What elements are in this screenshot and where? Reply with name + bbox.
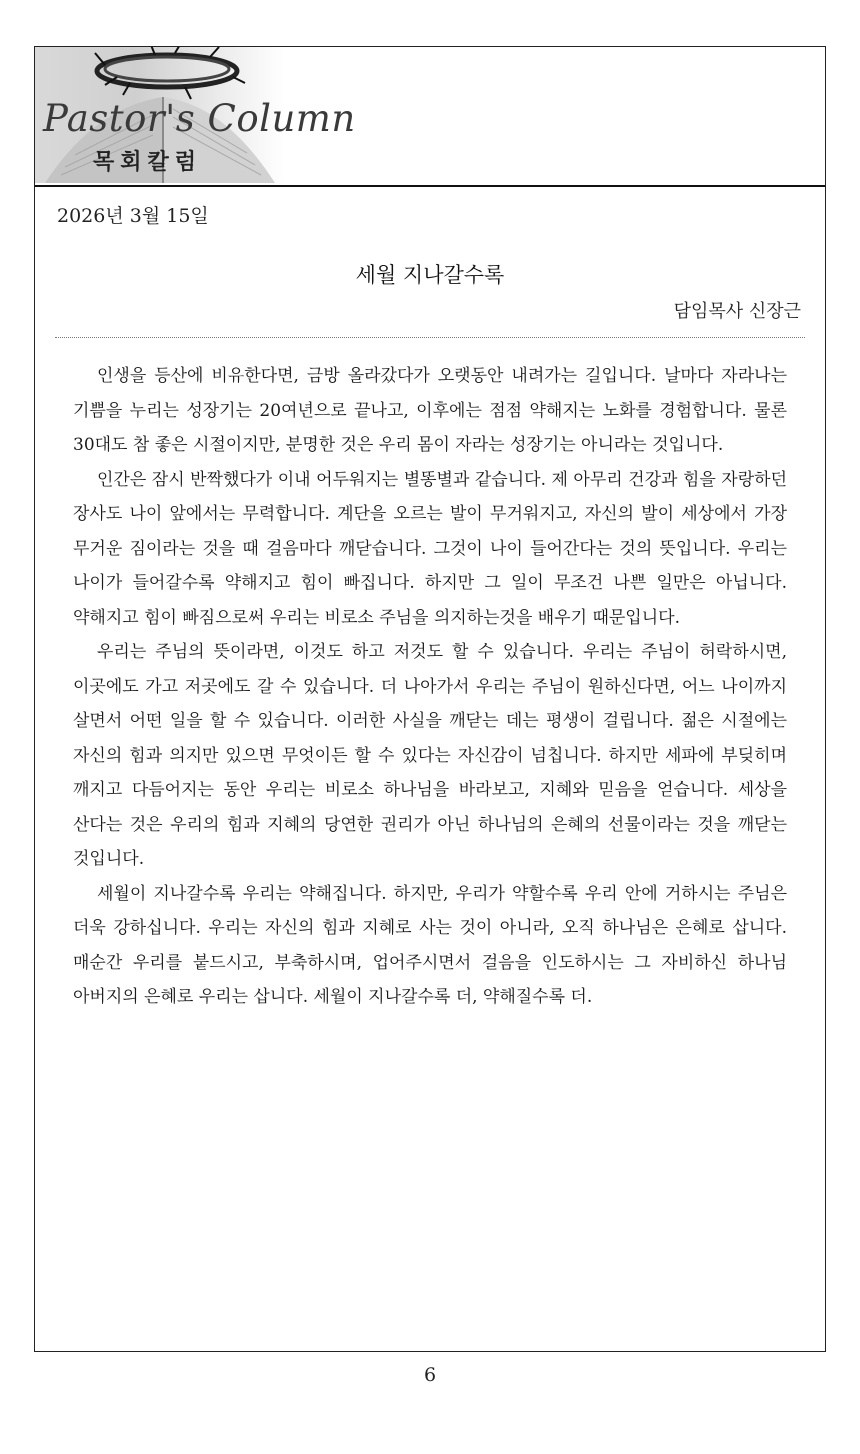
column-title-ko: 목회칼럼 bbox=[93, 150, 203, 175]
article-body bbox=[73, 359, 787, 1015]
paragraph: 인간은 잠시 반짝했다가 이내 어두워지는 별똥별과 같습니다. 제 아무리 건강과 힘을 자랑하던 장사도 나이 앞에서는 무력합니다. 계단을 오르는 발이 무거워지고, 자신의 발이 세상에서 가장 무거운 짐이라는 것을 때 걸음마다 깨닫습니다. 그것이 나이 들어간다는 것의 뜻입니다. 우리는 나이가 들어갈수록 약해지고 힘이 빠집니다. 하지만 그 일이 무조건 나쁜 일만은 아닙니다. 약해지고 힘이 빠짐으로써 우리는 비로소 주님을 의지하는것을 배우기 때문입니다. bbox=[73, 469, 787, 628]
dotted-divider bbox=[55, 337, 805, 338]
article-title: 세월 지나갈수록 bbox=[355, 263, 505, 287]
issue-date: 2026년 3월 15일 bbox=[57, 205, 209, 227]
article-author: 담임목사 신장근 bbox=[673, 301, 801, 322]
paragraph: 우리는 주님의 뜻이라면, 이것도 하고 저것도 할 수 있습니다. 우리는 주님이 허락하시면, 이곳에도 가고 저곳에도 갈 수 있습니다. 더 나아가서 우리는 주님이 원하신다면, 어느 나이까지 살면서 어떤 일을 할 수 있습니다. 이러한 사실을 깨닫는 데는 평생이 걸립니다. 젊은 시절에는 자신의 힘과 의지만 있으면 무엇이든 할 수 있다는 자신감이 넘칩니다. 하지만 세파에 부딪히며 깨지고 다듬어지는 동안 우리는 비로소 하나님을 바라보고, 지혜와 믿음을 얻습니다. 세상을 산다는 것은 우리의 힘과 지혜의 당연한 권리가 아닌 하나님의 은혜의 선물이라는 것을 깨닫는 것입니다. bbox=[73, 642, 787, 869]
paragraph: 인생을 등산에 비유한다면, 금방 올라갔다가 오랫동안 내려가는 길입니다. 날마다 자라나는 기쁨을 누리는 성장기는 20여년으로 끝나고, 이후에는 점점 약해지는 노화를 경험합니다. 물론 30대도 참 좋은 시절이지만, 분명한 것은 우리 몸이 자라는 성장기는 아니라는 것입니다. bbox=[73, 366, 787, 455]
page-frame bbox=[34, 46, 826, 1352]
column-title-en: Pastor's Column bbox=[43, 97, 356, 140]
column-masthead bbox=[35, 47, 825, 187]
paragraph: 세월이 지나갈수록 우리는 약해집니다. 하지만, 우리가 약할수록 우리 안에 거하시는 주님은 더욱 강하십니다. 우리는 자신의 힘과 지혜로 사는 것이 아니라, 오직 하나님은 은혜로 삽니다. 매순간 우리를 붙드시고, 부축하시며, 업어주시면서 걸음을 인도하시는 그 자비하신 하나님 아버지의 은혜로 우리는 삽니다. 세월이 지나갈수록 더, 약해질수록 더. bbox=[73, 883, 787, 1007]
page-number: 6 bbox=[423, 1364, 437, 1386]
